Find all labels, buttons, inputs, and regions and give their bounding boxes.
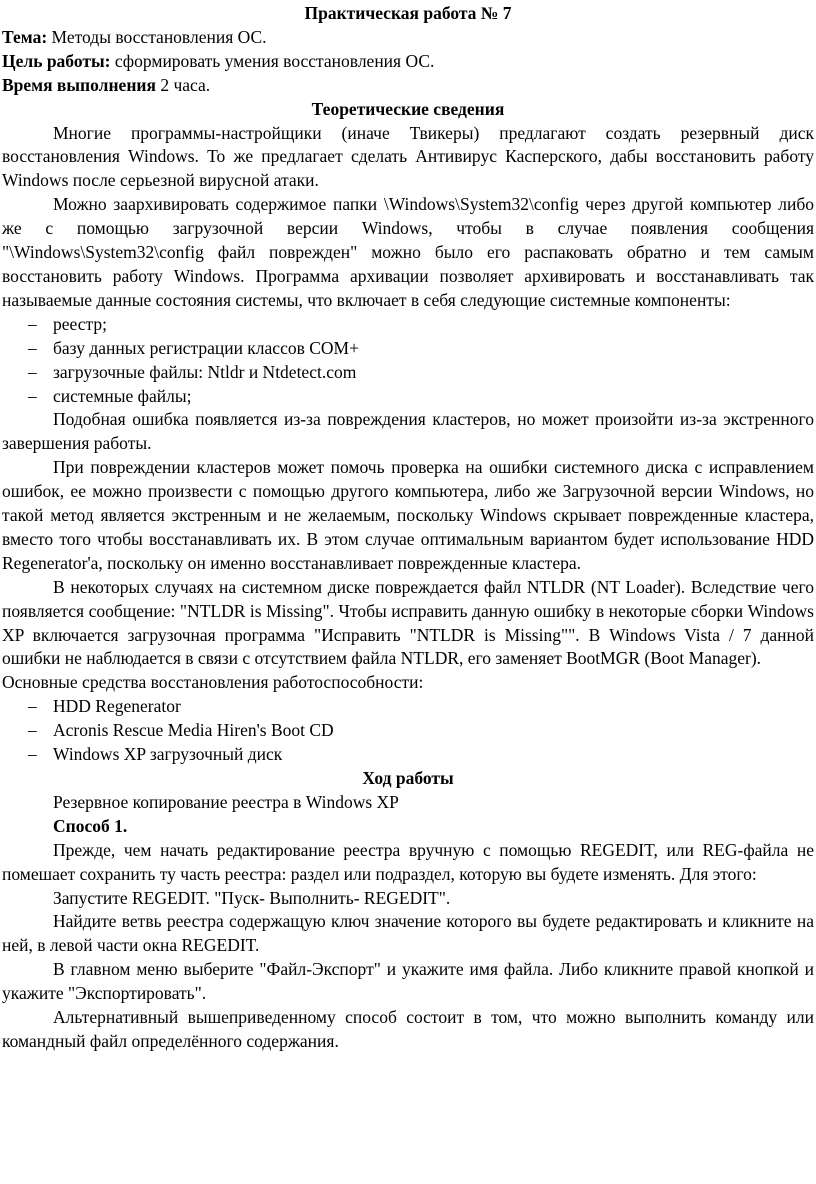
goal-line [2,50,814,74]
page-title: Практическая работа № 7 [304,3,512,23]
tools-list [2,695,814,767]
work-paragraph: Найдите ветвь реестра содержащую ключ значение которого вы будете редактировать и кликните на ней, в левой части окна REGEDIT. [2,911,814,956]
work-paragraph: В главном меню выберите "Файл-Экспорт" и укажите имя файла. Либо кликните правой кнопкой и укажите "Экспортировать". [2,959,814,1004]
topic-value: Методы восстановления ОС. [47,26,267,47]
theory-heading: Теоретические сведения [311,98,505,119]
list-item [2,313,814,337]
list-item [2,337,814,361]
list-item-text: базу данных регистрации классов COM+ [53,337,359,358]
time-value: 2 часа. [155,74,211,95]
work-paragraph: Прежде, чем начать редактирование реестра вручную с помощью REGEDIT, или REG-файла не помешает сохранить ту часть реестра: раздел или подраздел, которую вы будете изменять. Для этого: [2,839,814,884]
list-item-text: реестр; [53,313,107,334]
topic-line [2,26,814,50]
theory-paragraph: В некоторых случаях на системном диске повреждается файл NTLDR (NT Loader). Вследствие чего появляется сообщение: "NTLDR is Missing". Чтобы исправить данную ошибку в некоторые сборки Windows XP включается загрузочная программа "Исправить "NTLDR is Missing"". В Windows Vista / 7 данной ошибки не наблюдается в связи с отсутствием файла NTLDR, его заменяет BootMGR (Boot Manager). [2,576,814,669]
work-heading: Ход работы [362,768,454,788]
dash-bullet: – [28,720,37,741]
work-subtitle: Резервное копирование реестра в Windows XP [53,791,399,812]
theory-paragraph: Можно заархивировать содержимое папки \Windows\System32\config через другой компьютер либо же с помощью загрузочной версии Windows, чтобы в случае появления сообщения "\Windows\System32\config файл поврежден" можно было его распаковать обратно и тем самым восстановить работу Windows. Программа архивации позволяет архивировать и восстанавливать так называемые данные состояния системы, что включает в себя следующие системные компоненты: [2,194,814,310]
dash-bullet: – [28,744,37,765]
dash-bullet: – [28,385,37,406]
list-item-text: системные файлы; [53,385,192,406]
method-label: Способ 1. [53,815,128,836]
list-item-text: загрузочные файлы: Ntldr и Ntdetect.com [53,361,357,382]
list-item [2,719,814,743]
list-item-text: Acronis Rescue Media Hiren's Boot CD [53,720,334,741]
theory-paragraph: При повреждении кластеров может помочь проверка на ошибки системного диска с исправлением ошибок, ее можно произвести с помощью другого компьютера, либо же Загрузочной версии Windows, но такой метод является экстренным и не желаемым, поскольку Windows скрывает поврежденные кластера, вместо того чтобы восстанавливать их. В этом случае оптимальным вариантом будет использование HDD Regenerator'a, поскольку он именно восстанавливает поврежденные кластера. [2,457,814,573]
work-paragraph: Альтернативный вышеприведенному способ состоит в том, что можно выполнить команду или командный файл определённого содержания. [2,1007,814,1051]
components-list [2,313,814,409]
topic-label: Тема: [2,26,48,47]
theory-paragraph: Многие программы-настройщики (иначе Твикеры) предлагают создать резервный диск восстановления Windows. То же предлагает сделать Антивирус Касперского, дабы восстановить работу Windows после серьезной вирусной атаки. [2,122,814,191]
dash-bullet: – [28,313,37,334]
time-line [2,74,814,98]
list-item [2,385,814,409]
work-paragraph: Запустите REGEDIT. "Пуск- Выполнить- REGEDIT". [53,887,451,908]
list-item [2,743,814,767]
list-item [2,695,814,719]
list-item-text: HDD Regenerator [53,696,181,717]
method-heading [2,815,814,839]
dash-bullet: – [28,696,37,717]
time-label: Время выполнения [2,74,156,95]
dash-bullet: – [28,361,37,382]
theory-paragraph: Подобная ошибка появляется из-за повреждения кластеров, но может произойти из-за экстренного завершения работы. [2,409,814,454]
goal-label: Цель работы: [2,50,111,71]
list-item [2,361,814,385]
list-item-text: Windows XP загрузочный диск [53,744,283,765]
goal-value: сформировать умения восстановления ОС. [110,50,435,71]
tools-intro: Основные средства восстановления работоспособности: [2,672,424,693]
dash-bullet: – [28,337,37,358]
